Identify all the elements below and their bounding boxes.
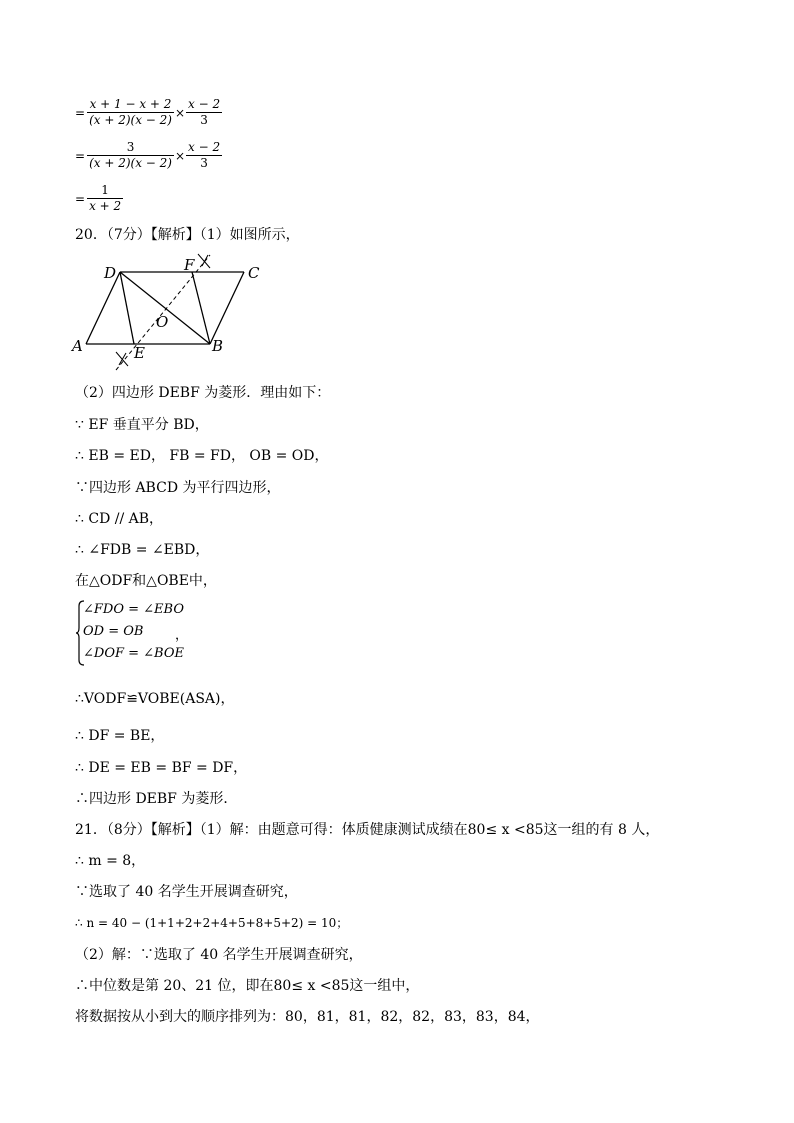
numerator: 3 [87, 140, 174, 156]
calc-line-1 [75, 97, 222, 128]
numerator: x − 2 [188, 140, 221, 154]
segment-de [120, 272, 134, 344]
label-a: A [72, 337, 83, 355]
equation-system [75, 600, 275, 666]
segment-fb [192, 272, 210, 344]
fraction [87, 140, 174, 171]
label-e: E [134, 344, 145, 362]
q21-line: ∴ m = 8， [75, 853, 146, 869]
q20-line: ∴ EB = ED， FB = FD， OB = OD， [75, 448, 329, 464]
segment-bc [210, 272, 244, 344]
segment-db [120, 272, 210, 344]
equals-sign: = [75, 191, 86, 206]
q20-line: ∴ DF = BE， [75, 728, 165, 744]
segment-ad [86, 272, 120, 344]
label-b: B [212, 337, 224, 355]
denominator: x + 2 [89, 199, 122, 213]
q20-line: ∵四边形 ABCD 为平行四边形， [75, 480, 281, 496]
calc-line-2 [75, 140, 222, 171]
fraction [87, 97, 174, 128]
system-comma: ， [175, 628, 189, 643]
q20-header: 20．（7分）【解析】（1）如图所示， [75, 227, 300, 243]
denominator: (x + 2)(x − 2) [89, 113, 172, 127]
fraction [186, 140, 222, 171]
q21-line: ∵选取了 40 名学生开展调查研究， [75, 884, 298, 900]
equals-sign: = [75, 148, 86, 163]
label-c: C [248, 264, 260, 282]
system-line: OD = OB [83, 624, 144, 639]
system-line: ∠DOF = ∠BOE [83, 646, 184, 661]
fraction [87, 183, 123, 214]
q20-line: ∴四边形 DEBF 为菱形． [75, 791, 238, 807]
q20-line: ∴ CD // AB， [75, 511, 164, 527]
parallelogram-figure [68, 252, 268, 377]
times-sign: × [174, 105, 186, 120]
q21-line: （2）解：∵选取了 40 名学生开展调查研究， [75, 947, 363, 963]
q20-line: ∴ DE = EB = BF = DF， [75, 760, 248, 776]
numerator: x + 1 − x + 2 [87, 97, 174, 113]
label-o: O [156, 313, 169, 331]
q20-line: 在△ODF和△OBE中， [75, 573, 217, 589]
fraction [186, 97, 222, 128]
q20-line: ∴ ∠FDB = ∠EBD， [75, 542, 210, 558]
q21-line: ∴中位数是第 20、21 位，即在80≤ x <85这一组中， [75, 978, 420, 994]
numerator: x − 2 [188, 97, 221, 111]
label-d: D [104, 264, 117, 282]
arc-mark-top [198, 254, 210, 268]
calc-line-3 [75, 183, 123, 214]
denominator: 3 [200, 156, 208, 170]
q21-header: 21．（8分）【解析】（1）解：由题意可得：体质健康测试成绩在80≤ x <85这一组的有 8 人， [75, 822, 660, 838]
system-line: ∠FDO = ∠EBO [83, 602, 184, 617]
q20-line: （2）四边形 DEBF 为菱形．理由如下： [75, 385, 331, 401]
q21-line: 将数据按从小到大的顺序排列为：80，81，81，82，82，83，83，84， [75, 1009, 540, 1025]
equals-sign: = [75, 105, 86, 120]
denominator: 3 [200, 113, 208, 127]
label-f: F [184, 256, 195, 274]
times-sign: × [174, 148, 186, 163]
denominator: (x + 2)(x − 2) [89, 156, 172, 170]
q20-line: ∵ EF 垂直平分 BD， [75, 417, 209, 433]
numerator: 1 [87, 183, 123, 199]
q21-line: ∴ n = 40 − (1+1+2+2+4+5+8+5+2) = 10； [75, 916, 349, 930]
q20-line: ∴VODF≌VOBE(ASA)， [75, 691, 235, 707]
